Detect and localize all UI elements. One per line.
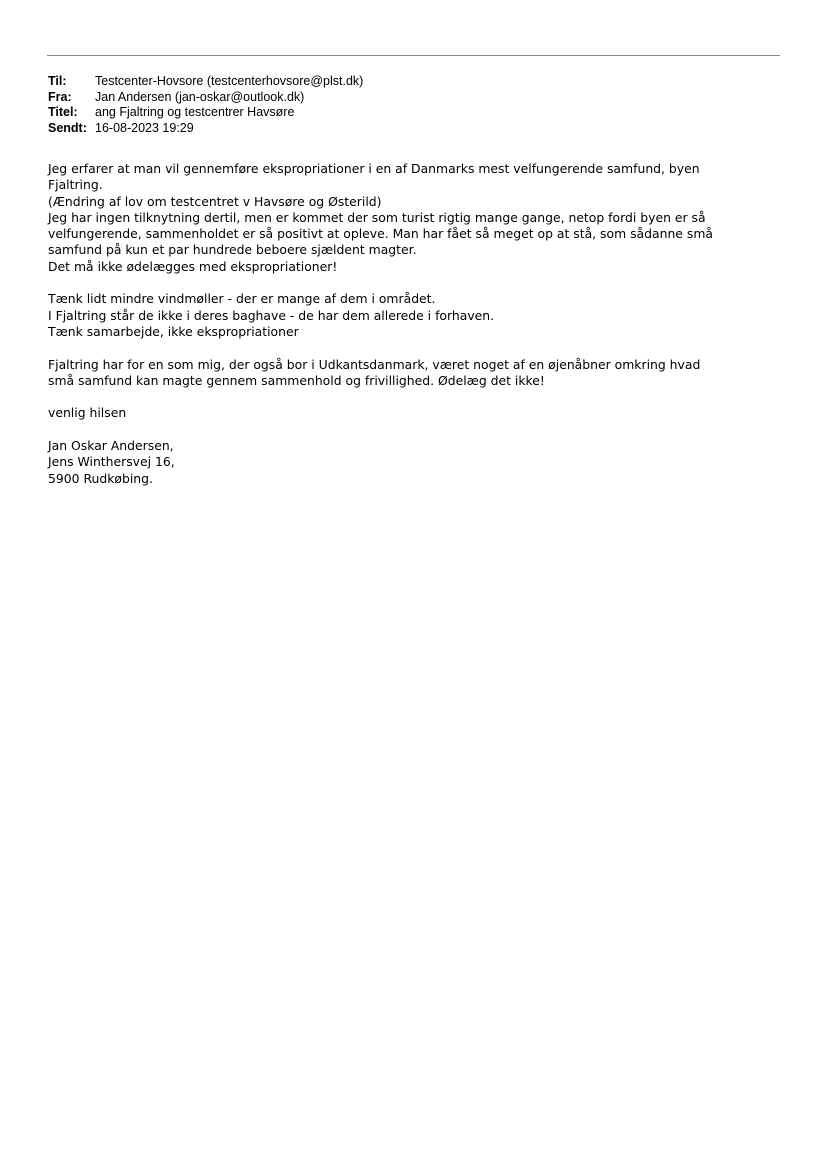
from-label: Fra: bbox=[48, 89, 72, 104]
subject-value: ang Fjaltring og testcentrer Havsøre bbox=[95, 105, 295, 119]
signature bbox=[48, 438, 788, 487]
body-line: Fjaltring. bbox=[48, 177, 103, 193]
closing bbox=[48, 405, 788, 421]
body-line: samfund på kun et par hundrede beboere sjældent magter. bbox=[48, 242, 417, 258]
body-line: Tænk samarbejde, ikke ekspropriationer bbox=[48, 323, 299, 339]
body-line: Tænk lidt mindre vindmøller - der er mange af dem i området. bbox=[48, 291, 436, 307]
body-line: små samfund kan magte gennem sammenhold og frivillighed. Ødelæg det ikke! bbox=[48, 372, 545, 388]
signature-line: 5900 Rudkøbing. bbox=[48, 470, 153, 486]
closing-line: venlig hilsen bbox=[48, 405, 127, 421]
from-row bbox=[48, 90, 363, 106]
paragraph-1 bbox=[48, 161, 788, 275]
body-line: Jeg erfarer at man vil gennemføre ekspropriationer i en af Danmarks mest velfungerende samfund, byen bbox=[48, 161, 700, 176]
subject-label: Titel: bbox=[48, 105, 78, 119]
to-label: Til: bbox=[48, 74, 67, 88]
to-row bbox=[48, 74, 363, 90]
email-body bbox=[48, 161, 788, 503]
subject-row bbox=[48, 105, 363, 121]
header-divider bbox=[47, 55, 780, 56]
sent-value: 16-08-2023 19:29 bbox=[95, 120, 194, 135]
body-line: (Ændring af lov om testcentret v Havsøre og Østerild) bbox=[48, 193, 382, 209]
body-line: Fjaltring har for en som mig, der også bor i Udkantsdanmark, været noget af en øjenåbner omkring hvad bbox=[48, 356, 701, 372]
email-header bbox=[48, 74, 363, 136]
body-line: I Fjaltring står de ikke i deres baghave - de har dem allerede i forhaven. bbox=[48, 307, 495, 323]
sent-row bbox=[48, 121, 363, 137]
paragraph-2 bbox=[48, 291, 788, 340]
signature-line: Jens Winthersvej 16, bbox=[48, 454, 175, 470]
body-line: Det må ikke ødelægges med ekspropriationer! bbox=[48, 258, 338, 274]
from-value: Jan Andersen (jan-oskar@outlook.dk) bbox=[95, 89, 305, 104]
body-line: Jeg har ingen tilknytning dertil, men er kommet der som turist rigtig mange gange, netop fordi byen er så bbox=[48, 209, 706, 225]
body-line: velfungerende, sammenholdet er så positivt at opleve. Man har fået så meget op at stå, som sådanne små bbox=[48, 226, 713, 242]
sent-label: Sendt: bbox=[48, 120, 87, 135]
signature-line: Jan Oskar Andersen, bbox=[48, 438, 174, 454]
to-value: Testcenter-Hovsore (testcenterhovsore@plst.dk) bbox=[95, 74, 364, 88]
paragraph-3 bbox=[48, 357, 788, 390]
